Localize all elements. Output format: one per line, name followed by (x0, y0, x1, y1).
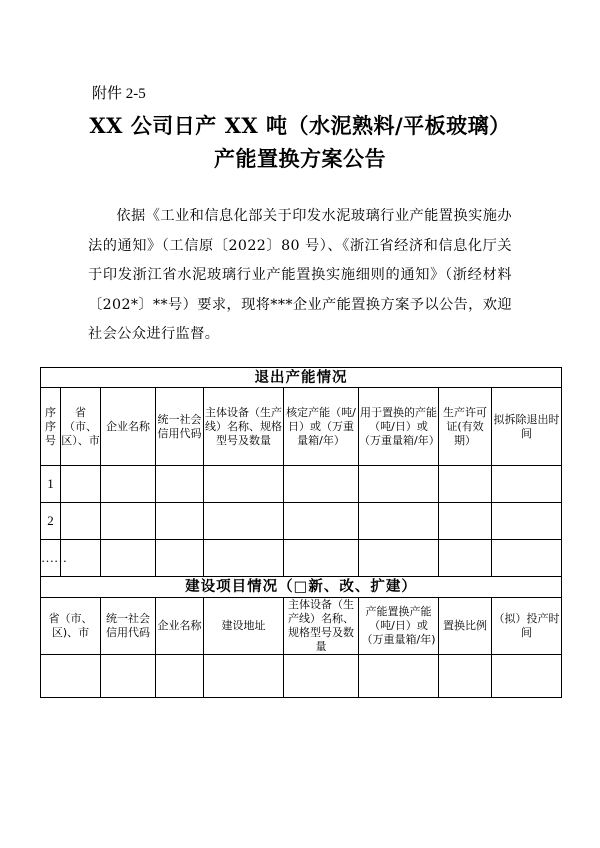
table-row (41, 655, 562, 698)
row-index: 1 (41, 466, 61, 503)
col-header-replacement-capacity: 用于置换的产能（吨/日）或（万重量箱/年） (359, 388, 439, 466)
col-header-rated-capacity: 核定产能（吨/日）或（万重量箱/年） (284, 388, 359, 466)
col-header-production-time: （拟）投产时间 (492, 598, 562, 655)
document-title-line1: XX 公司日产 XX 吨（水泥熟料/平板玻璃） (89, 113, 511, 138)
col-header-ratio: 置换比例 (439, 598, 492, 655)
body-paragraph: 依据《工业和信息化部关于印发水泥玻璃行业产能置换实施办法的通知》（工信原〔2022〕80 号）、《浙江省经济和信息化厅关于印发浙江省水泥玻璃行业产能置换实施细则的通知》（浙经材料〔202*〕**号）要求，现将***企业产能置换方案予以公告，欢迎社会公众进行监督。 (88, 208, 512, 342)
col-header-license: 生产许可证(有效期） (439, 388, 492, 466)
row-index: 2 (41, 503, 61, 540)
exit-section-header-row (41, 368, 562, 388)
table-row (41, 466, 562, 503)
col-header-company: 企业名称 (156, 598, 204, 655)
exit-section-title: 退出产能情况 (41, 368, 562, 388)
build-column-header-row (41, 598, 562, 655)
table-row (41, 503, 562, 540)
col-header-province: 省（市、区)、市 (41, 598, 101, 655)
capacity-table (40, 367, 562, 698)
col-header-credit-code: 统一社会信用代码 (101, 598, 156, 655)
col-header-equipment: 主体设备（生产线）名称、规格型号及数量 (284, 598, 359, 655)
col-header-credit-code: 统一社会信用代码 (156, 388, 204, 466)
col-header-company: 企业名称 (101, 388, 156, 466)
announcement-body (88, 202, 512, 350)
attachment-label: 附件 2-5 (92, 86, 146, 102)
col-header-exit-time: 拟拆除退出时间 (492, 388, 562, 466)
col-header-address: 建设地址 (204, 598, 284, 655)
row-index: …… (41, 540, 61, 577)
col-header-index: 序序号 (41, 388, 61, 466)
col-header-equipment: 主体设备（生产线）名称、规格型号及数量 (204, 388, 284, 466)
col-header-replacement-capacity: 产能置换产能（吨/日）或（万重量箱/年) (359, 598, 439, 655)
table-row (41, 540, 562, 577)
document-title-line2: 产能置换方案公告 (214, 146, 386, 171)
build-section-title: 建设项目情况（□新、改、扩建） (41, 577, 562, 598)
col-header-province: 省（市、区）、市 (61, 388, 101, 466)
exit-column-header-row (41, 388, 562, 466)
build-section-header-row (41, 577, 562, 598)
